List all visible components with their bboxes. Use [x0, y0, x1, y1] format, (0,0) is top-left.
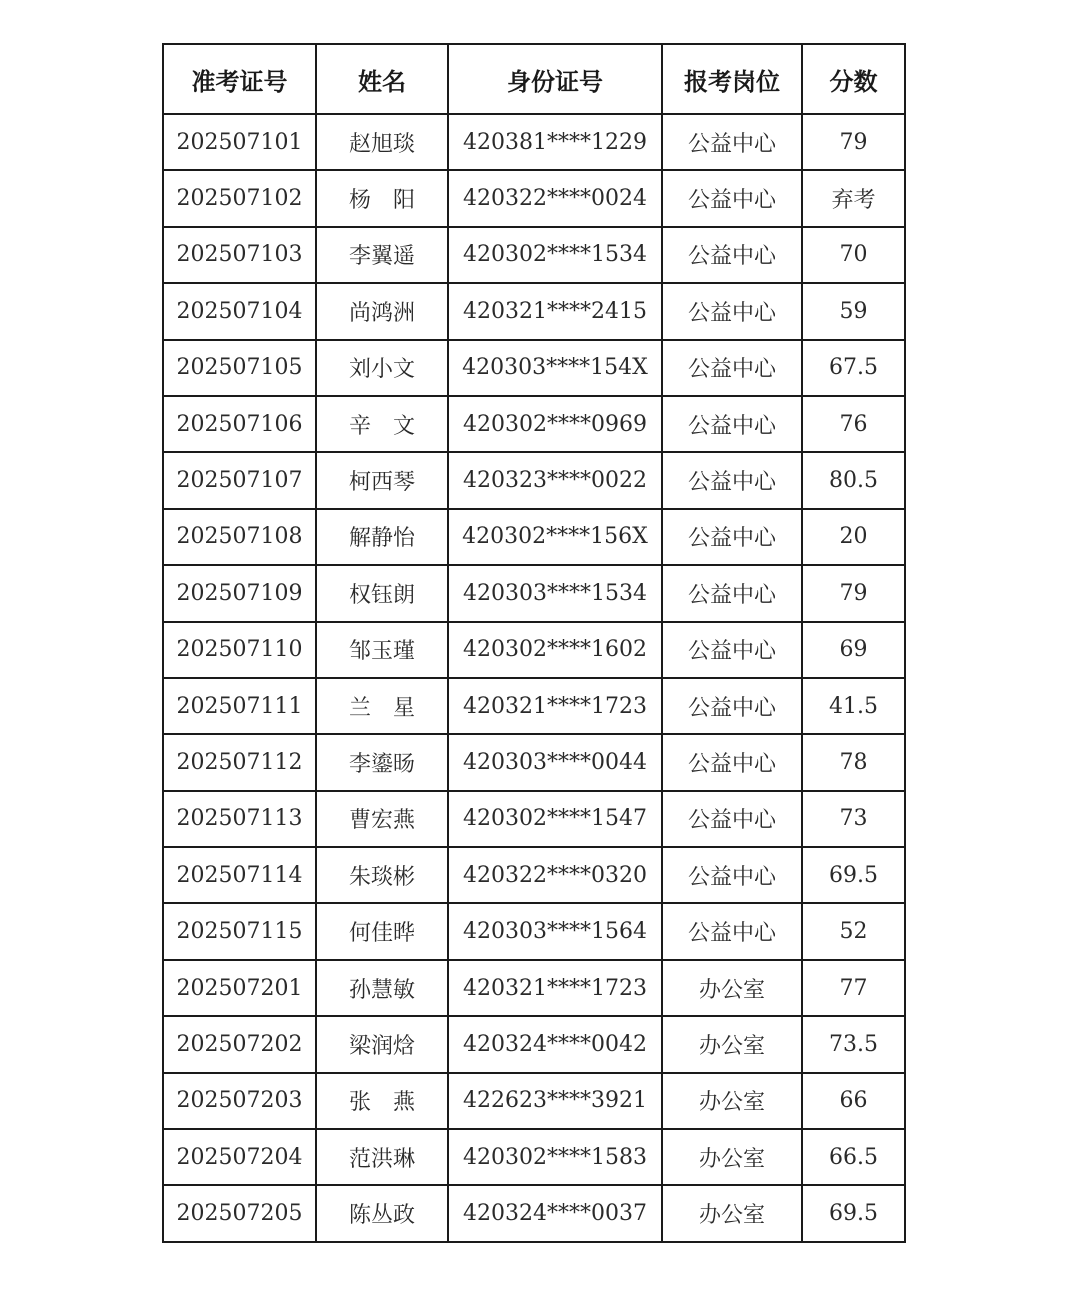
table-row	[163, 1073, 905, 1129]
cell-id-number: 420302****156X	[448, 509, 662, 565]
table-row	[163, 1129, 905, 1185]
cell-score: 59	[802, 283, 905, 339]
cell-score: 弃考	[802, 170, 905, 226]
cell-id-number: 420303****1564	[448, 903, 662, 959]
cell-position: 公益中心	[662, 283, 802, 339]
cell-exam-number: 202507109	[163, 565, 316, 621]
cell-score: 80.5	[802, 452, 905, 508]
cell-name: 张 燕	[316, 1073, 448, 1129]
table-row	[163, 678, 905, 734]
table-row	[163, 847, 905, 903]
cell-position: 公益中心	[662, 565, 802, 621]
cell-id-number: 420324****0037	[448, 1185, 662, 1241]
cell-name: 范洪琳	[316, 1129, 448, 1185]
cell-score: 78	[802, 734, 905, 790]
table-row	[163, 396, 905, 452]
cell-score: 79	[802, 114, 905, 170]
cell-name: 邹玉瑾	[316, 622, 448, 678]
cell-position: 公益中心	[662, 509, 802, 565]
cell-position: 公益中心	[662, 114, 802, 170]
cell-exam-number: 202507110	[163, 622, 316, 678]
cell-exam-number: 202507201	[163, 960, 316, 1016]
cell-score: 41.5	[802, 678, 905, 734]
cell-name: 李鎏旸	[316, 734, 448, 790]
cell-exam-number: 202507113	[163, 791, 316, 847]
cell-name: 尚鸿洲	[316, 283, 448, 339]
cell-id-number: 420302****1547	[448, 791, 662, 847]
cell-exam-number: 202507111	[163, 678, 316, 734]
cell-position: 办公室	[662, 1185, 802, 1241]
cell-name: 朱琰彬	[316, 847, 448, 903]
cell-id-number: 420321****2415	[448, 283, 662, 339]
cell-exam-number: 202507114	[163, 847, 316, 903]
cell-position: 公益中心	[662, 791, 802, 847]
cell-id-number: 420322****0320	[448, 847, 662, 903]
cell-exam-number: 202507108	[163, 509, 316, 565]
cell-exam-number: 202507205	[163, 1185, 316, 1241]
header-row	[163, 44, 905, 114]
cell-score: 66.5	[802, 1129, 905, 1185]
table-row	[163, 734, 905, 790]
table-row	[163, 509, 905, 565]
cell-name: 赵旭琰	[316, 114, 448, 170]
cell-exam-number: 202507203	[163, 1073, 316, 1129]
cell-name: 辛 文	[316, 396, 448, 452]
cell-score: 73.5	[802, 1016, 905, 1072]
cell-id-number: 420302****1534	[448, 227, 662, 283]
cell-position: 公益中心	[662, 847, 802, 903]
cell-id-number: 420381****1229	[448, 114, 662, 170]
cell-exam-number: 202507107	[163, 452, 316, 508]
cell-position: 公益中心	[662, 227, 802, 283]
cell-position: 办公室	[662, 1129, 802, 1185]
table-header	[163, 44, 905, 114]
cell-position: 公益中心	[662, 903, 802, 959]
cell-score: 70	[802, 227, 905, 283]
cell-position: 公益中心	[662, 734, 802, 790]
table-row	[163, 1185, 905, 1241]
cell-exam-number: 202507115	[163, 903, 316, 959]
cell-position: 公益中心	[662, 452, 802, 508]
cell-exam-number: 202507204	[163, 1129, 316, 1185]
cell-position: 办公室	[662, 1073, 802, 1129]
cell-name: 曹宏燕	[316, 791, 448, 847]
header-score: 分数	[802, 44, 905, 114]
cell-score: 69	[802, 622, 905, 678]
cell-exam-number: 202507104	[163, 283, 316, 339]
cell-name: 解静怡	[316, 509, 448, 565]
cell-id-number: 420324****0042	[448, 1016, 662, 1072]
cell-name: 李翼遥	[316, 227, 448, 283]
cell-name: 刘小文	[316, 340, 448, 396]
cell-exam-number: 202507112	[163, 734, 316, 790]
cell-score: 77	[802, 960, 905, 1016]
table-row	[163, 340, 905, 396]
cell-id-number: 420303****154X	[448, 340, 662, 396]
cell-position: 办公室	[662, 960, 802, 1016]
cell-id-number: 420302****1602	[448, 622, 662, 678]
cell-name: 陈丛政	[316, 1185, 448, 1241]
cell-id-number: 420323****0022	[448, 452, 662, 508]
header-position: 报考岗位	[662, 44, 802, 114]
score-table	[162, 43, 906, 1243]
cell-id-number: 422623****3921	[448, 1073, 662, 1129]
cell-exam-number: 202507103	[163, 227, 316, 283]
table-row	[163, 170, 905, 226]
table-row	[163, 622, 905, 678]
table-row	[163, 283, 905, 339]
cell-score: 67.5	[802, 340, 905, 396]
cell-id-number: 420322****0024	[448, 170, 662, 226]
cell-name: 杨 阳	[316, 170, 448, 226]
cell-position: 公益中心	[662, 340, 802, 396]
cell-id-number: 420321****1723	[448, 960, 662, 1016]
table-row	[163, 960, 905, 1016]
cell-position: 公益中心	[662, 622, 802, 678]
cell-exam-number: 202507102	[163, 170, 316, 226]
table-row	[163, 565, 905, 621]
table-body	[163, 114, 905, 1242]
cell-position: 办公室	[662, 1016, 802, 1072]
table-row	[163, 1016, 905, 1072]
cell-score: 76	[802, 396, 905, 452]
cell-position: 公益中心	[662, 678, 802, 734]
table-row	[163, 227, 905, 283]
cell-score: 20	[802, 509, 905, 565]
cell-exam-number: 202507202	[163, 1016, 316, 1072]
table-row	[163, 452, 905, 508]
cell-score: 69.5	[802, 1185, 905, 1241]
cell-id-number: 420302****0969	[448, 396, 662, 452]
cell-name: 权钰朗	[316, 565, 448, 621]
cell-score: 69.5	[802, 847, 905, 903]
cell-exam-number: 202507101	[163, 114, 316, 170]
table-row	[163, 903, 905, 959]
table-row	[163, 791, 905, 847]
table-row	[163, 114, 905, 170]
cell-score: 79	[802, 565, 905, 621]
cell-name: 何佳晔	[316, 903, 448, 959]
cell-name: 孙慧敏	[316, 960, 448, 1016]
cell-id-number: 420302****1583	[448, 1129, 662, 1185]
cell-name: 兰 星	[316, 678, 448, 734]
cell-name: 梁润焓	[316, 1016, 448, 1072]
header-name: 姓名	[316, 44, 448, 114]
header-exam-number: 准考证号	[163, 44, 316, 114]
header-id-number: 身份证号	[448, 44, 662, 114]
cell-exam-number: 202507106	[163, 396, 316, 452]
cell-score: 66	[802, 1073, 905, 1129]
cell-position: 公益中心	[662, 396, 802, 452]
cell-id-number: 420321****1723	[448, 678, 662, 734]
cell-position: 公益中心	[662, 170, 802, 226]
cell-exam-number: 202507105	[163, 340, 316, 396]
cell-id-number: 420303****0044	[448, 734, 662, 790]
cell-score: 52	[802, 903, 905, 959]
cell-id-number: 420303****1534	[448, 565, 662, 621]
cell-name: 柯西琴	[316, 452, 448, 508]
cell-score: 73	[802, 791, 905, 847]
